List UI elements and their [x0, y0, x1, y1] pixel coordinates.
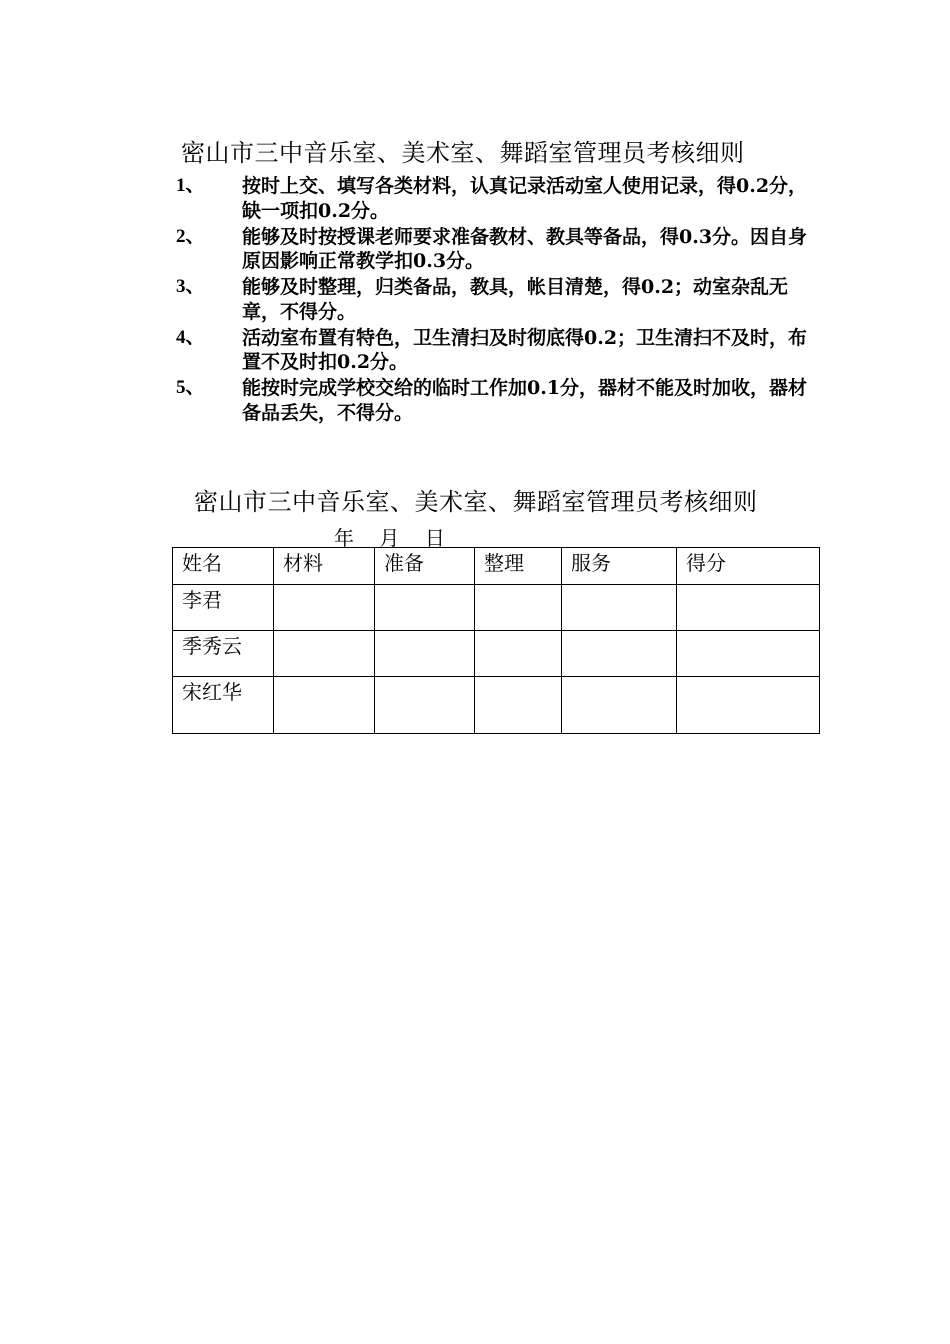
rules-list: [176, 174, 836, 427]
header-name: 姓名: [173, 548, 274, 585]
table-row: [173, 631, 820, 677]
rule-number: 1、: [176, 175, 205, 196]
cell-preparation: [375, 585, 475, 631]
cell-materials: [274, 585, 375, 631]
rule-number: 5、: [176, 377, 205, 398]
cell-name: 季秀云: [173, 631, 274, 677]
cell-score: [677, 677, 820, 734]
rule-text: 能够及时整理，归类备品，教具，帐目清楚，得0.2；动室杂乱无章，不得分。: [242, 276, 789, 323]
rule-item: [176, 225, 836, 274]
rule-text: 按时上交、填写各类材料，认真记录活动室人使用记录，得0.2分，缺一项扣0.2分。: [242, 175, 808, 222]
rule-text: 能按时完成学校交给的临时工作加0.1分，器材不能及时加收，器材备品丢失，不得分。: [242, 377, 808, 424]
cell-service: [562, 585, 677, 631]
cell-score: [677, 585, 820, 631]
cell-preparation: [375, 677, 475, 734]
rule-item: [176, 326, 836, 375]
date-line: 年 月 日: [334, 526, 445, 550]
rule-text: 活动室布置有特色，卫生清扫及时彻底得0.2；卫生清扫不及时，布置不及时扣0.2分。: [242, 326, 808, 373]
rule-number: 4、: [176, 326, 205, 348]
cell-score: [677, 631, 820, 677]
rule-text: 能够及时按授课老师要求准备教材、教具等备品，得0.3分。因自身原因影响正常教学扣0.3分。: [242, 225, 808, 272]
rule-item: [176, 275, 836, 324]
document-title: 密山市三中音乐室、美术室、舞蹈室管理员考核细则: [181, 139, 745, 167]
header-score: 得分: [677, 548, 820, 585]
header-materials: 材料: [274, 548, 375, 585]
rule-item: [176, 174, 836, 223]
table-header-row: [173, 548, 820, 585]
table-row: [173, 585, 820, 631]
table-row: [173, 677, 820, 734]
rule-number: 3、: [176, 276, 205, 297]
cell-materials: [274, 631, 375, 677]
table-title: 密山市三中音乐室、美术室、舞蹈室管理员考核细则: [194, 488, 758, 516]
cell-service: [562, 631, 677, 677]
cell-preparation: [375, 631, 475, 677]
cell-materials: [274, 677, 375, 734]
header-service: 服务: [562, 548, 677, 585]
score-table: [172, 547, 820, 734]
cell-organization: [475, 585, 562, 631]
cell-name: 宋红华: [173, 677, 274, 734]
cell-service: [562, 677, 677, 734]
cell-organization: [475, 677, 562, 734]
rule-number: 2、: [176, 225, 205, 247]
cell-name: 李君: [173, 585, 274, 631]
cell-organization: [475, 631, 562, 677]
header-organization: 整理: [475, 548, 562, 585]
header-preparation: 准备: [375, 548, 475, 585]
rule-item: [176, 376, 836, 425]
